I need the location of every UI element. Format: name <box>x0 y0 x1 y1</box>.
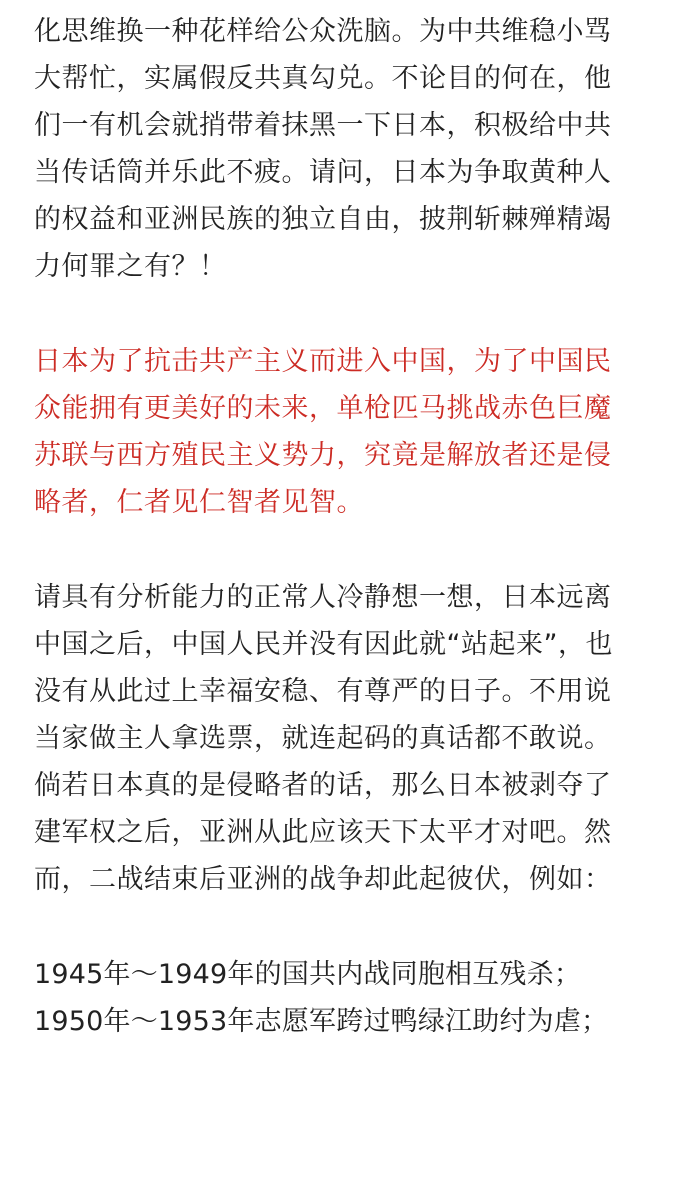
highlighted-text-line: 日本为了抗击共产主义而进入中国，为了中国民 <box>34 346 612 377</box>
text-line: 中国之后，中国人民并没有因此就“站起来”，也 <box>34 629 613 660</box>
war-list <box>34 951 659 1045</box>
highlighted-text-line: 略者，仁者见仁智者见智。 <box>34 487 364 518</box>
text-line: 力何罪之有？！ <box>34 251 227 282</box>
text-line: 化思维换一种花样给公众洗脑。为中共维稳小骂 <box>34 16 612 47</box>
text-line: 当传话筒并乐此不疲。请问，日本为争取黄种人 <box>34 157 612 188</box>
text-line: 们一有机会就捎带着抹黑一下日本，积极给中共 <box>34 110 612 141</box>
text-line: 的权益和亚洲民族的独立自由，披荆斩棘殚精竭 <box>34 204 612 235</box>
paragraph-3 <box>34 574 659 903</box>
text-line: 而，二战结束后亚洲的战争却此起彼伏，例如： <box>34 864 612 895</box>
text-line: 当家做主人拿选票，就连起码的真话都不敢说。 <box>34 723 612 754</box>
text-line: 倘若日本真的是侵略者的话，那么日本被剥夺了 <box>34 770 612 801</box>
list-item: 1950年～1953年志愿军跨过鸭绿江助纣为虐； <box>34 1006 609 1037</box>
text-line: 没有从此过上幸福安稳、有尊严的日子。不用说 <box>34 676 612 707</box>
highlighted-text-line: 苏联与西方殖民主义势力，究竟是解放者还是侵 <box>34 440 612 471</box>
text-line: 请具有分析能力的正常人冷静想一想，日本远离 <box>34 582 612 613</box>
text-line: 大帮忙，实属假反共真勾兑。不论目的何在，他 <box>34 63 612 94</box>
highlighted-text-line: 众能拥有更美好的未来，单枪匹马挑战赤色巨魔 <box>34 393 612 424</box>
highlighted-paragraph <box>34 338 659 526</box>
list-item: 1945年～1949年的国共内战同胞相互残杀； <box>34 959 582 990</box>
text-line: 建军权之后，亚洲从此应该天下太平才对吧。然 <box>34 817 612 848</box>
paragraph-1 <box>34 0 659 290</box>
